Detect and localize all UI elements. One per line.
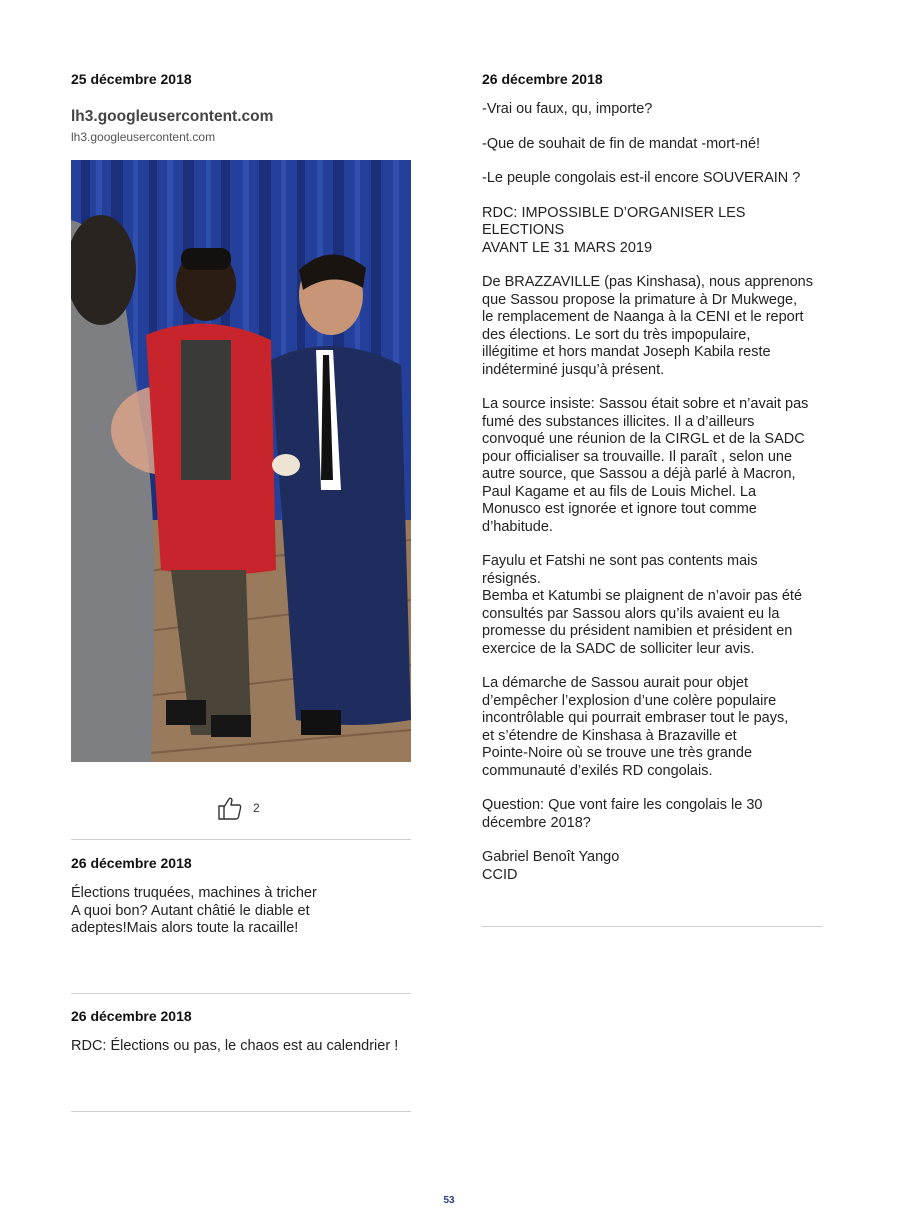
post-paragraph: Question: Que vont faire les congolais le 30 décembre 2018? [482,797,763,831]
page-number: 53 [443,1195,455,1206]
post-date: 25 décembre 2018 [71,71,192,87]
post-paragraph: La démarche de Sassou aurait pour objet d’empêcher l’explosion d’une colère populaire incontrôlable qui pourrait embraser tout le pays, et s’étendre de Kinshasa à Brazaville et Pointe-Noire où se trouve une très grande communauté d’exilés RD congolais. [482,675,789,779]
post-text-line: adeptes!Mais alors toute la racaille! [71,920,299,936]
like-bar [71,795,411,825]
post-text-line: A quoi bon? Autant châtié le diable et [71,902,310,919]
post-paragraph: RDC: IMPOSSIBLE D’ORGANISER LES ELECTIONS AVANT LE 31 MARS 2019 [482,204,746,256]
photo-illustration [71,160,411,762]
post-divider [71,1111,411,1112]
post-text-line: Élections truquées, machines à tricher [71,885,317,901]
right-column [482,70,822,901]
like-count: 2 [253,801,260,815]
post-date: 26 décembre 2018 [482,71,603,87]
post-paragraph: Fayulu et Fatshi ne sont pas contents mais résignés. Bemba et Katumbi se plaignent de n’avoir pas été consultés par Sassou alors qu’ils avaient eu la promesse du président namibien et président en exercice de la SADC de solliciter leur avis. [482,553,803,657]
post-paragraph: -Que de souhait de fin de mandat -mort-né! [482,135,761,152]
post-text: RDC: Élections ou pas, le chaos est au calendrier ! [71,1038,399,1054]
post-paragraph: -Vrai ou faux, qu, importe? [482,101,653,117]
post-item [71,854,411,938]
post-divider [482,926,822,927]
post-text [71,885,411,938]
post-body [482,101,822,884]
post-paragraph: La source insiste: Sassou était sobre et n’avait pas fumé des substances illicites. Il a d’ailleurs convoqué une réunion de la CIRGL et de la SADC pour officialiser sa trouvaille. Il paraît , selon une autre source, que Sassou a déjà parlé à Macron, Paul Kagame et au fils de Louis Michel. La Monusco est ignorée et ignore tout comme d’habitude. [482,396,809,535]
post-paragraph: -Le peuple congolais est-il encore SOUVERAIN ? [482,170,801,186]
left-column [71,70,411,1054]
post-divider [71,993,411,994]
post-date: 26 décembre 2018 [71,1008,192,1024]
post-divider [71,839,411,840]
post-date: 26 décembre 2018 [71,855,192,871]
post-signature: Gabriel Benoît Yango CCID [482,849,620,883]
like-group[interactable] [217,795,260,821]
post-item [71,1007,411,1056]
thumbs-up-icon[interactable] [217,795,243,821]
link-preview-title[interactable]: lh3.googleusercontent.com [71,108,274,125]
post-photo[interactable] [71,160,411,762]
link-preview-domain[interactable]: lh3.googleusercontent.com [71,130,216,144]
post-paragraph: De BRAZZAVILLE (pas Kinshasa), nous apprenons que Sassou propose la primature à Dr Mukwege, le remplacement de Naanga à la CENI et le report des élections. Le sort du très impopulaire, illégitime et hors mandat Joseph Kabila reste indéterminé jusqu’à présent. [482,274,813,378]
